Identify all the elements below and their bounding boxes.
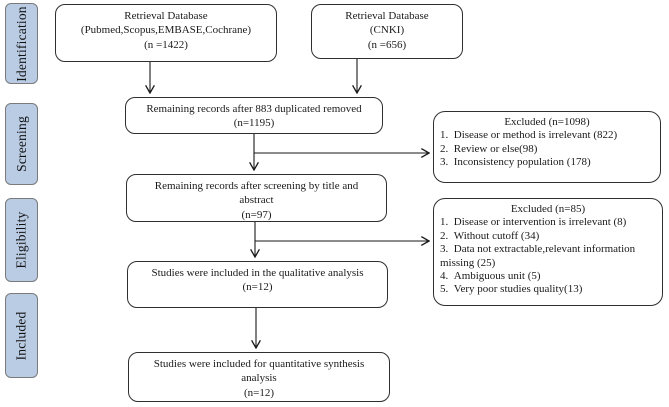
box-text-line: Retrieval Database xyxy=(124,10,208,22)
excluded-item: 2. Without cutoff (34) xyxy=(440,229,540,242)
excluded-item: 1. Disease or method is irrelevant (822) xyxy=(440,129,618,142)
excluded-item: 2. Review or else(98) xyxy=(440,142,538,155)
box-count: (n =656) xyxy=(367,38,407,51)
box-text-line: Studies were included for quantitative synthesis xyxy=(153,358,365,370)
box-text-line: abstract xyxy=(239,194,274,207)
excluded-title: Excluded (n=1098) xyxy=(504,116,590,128)
stage-included-label: Included xyxy=(13,311,29,360)
stage-identification-label: Identification xyxy=(13,5,29,82)
box-text-line: analysis xyxy=(241,372,277,385)
excluded-item: 5. Very poor studies quality(13) xyxy=(440,283,583,296)
box-qualitative-analysis xyxy=(127,261,388,308)
stage-screening xyxy=(5,103,38,185)
stage-screening-label: Screening xyxy=(13,116,29,172)
box-text-line: (CNKI) xyxy=(369,24,405,37)
box-text-line: Retrieval Database xyxy=(345,10,429,22)
box-records-after-deduplication xyxy=(125,97,383,134)
box-text-line: Remaining records after screening by title and xyxy=(154,180,359,192)
box-count: (n=12) xyxy=(243,386,275,399)
stage-included xyxy=(5,293,38,378)
excluded-title: Excluded (n=85) xyxy=(510,203,586,215)
stage-identification xyxy=(5,3,38,84)
box-retrieval-database-cnki xyxy=(311,4,463,59)
box-text-line: Studies were included in the qualitative analysis xyxy=(151,267,364,279)
excluded-item: 3. Inconsistency population (178) xyxy=(440,156,591,169)
box-count: (n=97) xyxy=(241,208,272,221)
excluded-item: 1. Disease or intervention is irrelevant (8) xyxy=(440,216,627,229)
excluded-item: 4. Ambiguous unit (5) xyxy=(440,270,541,283)
box-text-line: Remaining records after 883 duplicated removed xyxy=(146,103,362,115)
box-retrieval-database-international xyxy=(55,4,277,62)
stage-eligibility xyxy=(5,198,38,282)
box-count: (n=12) xyxy=(242,281,273,294)
box-records-after-screening xyxy=(126,174,387,222)
box-count: (n=1195) xyxy=(233,117,275,130)
excluded-item: 3. Data not extractable,relevant information missing (25) xyxy=(440,243,636,269)
stage-eligibility-label: Eligibility xyxy=(13,211,29,269)
box-count: (n =1422) xyxy=(144,38,188,51)
box-excluded-screening xyxy=(433,111,661,183)
box-text-line: (Pubmed,Scopus,EMBASE,Cochrane) xyxy=(80,24,252,37)
box-excluded-eligibility xyxy=(433,198,663,306)
box-quantitative-synthesis xyxy=(128,352,390,402)
